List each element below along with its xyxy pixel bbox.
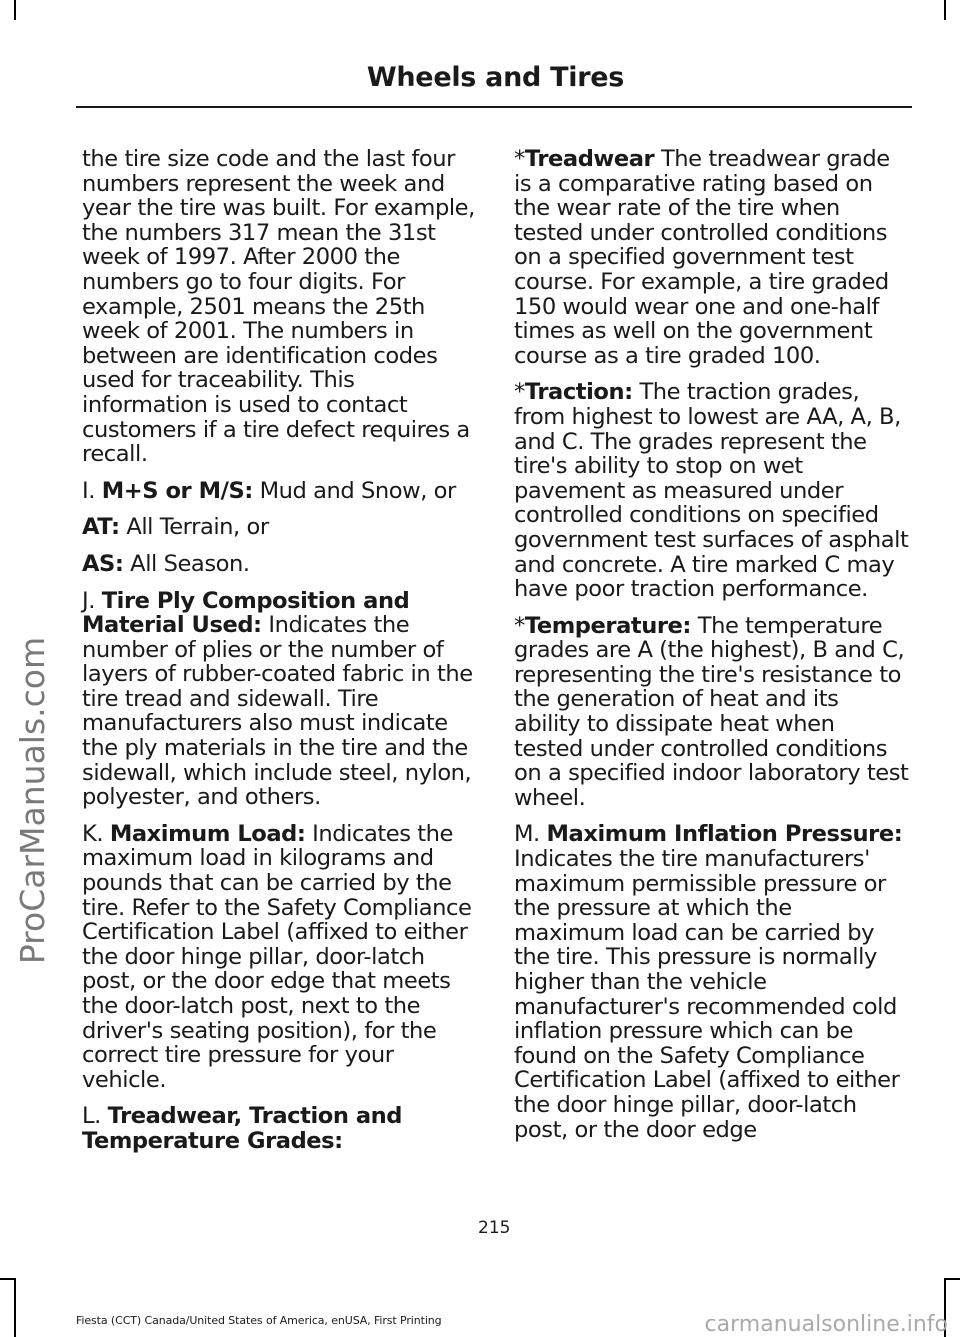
item-term: Maximum Load: (109, 820, 306, 847)
item-prefix: * (514, 146, 525, 172)
paragraph-traction (514, 380, 909, 601)
side-watermark (8, 500, 58, 1100)
footer-text: Fiesta (CCT) Canada/United States of America, enUSA, First Printing (76, 1314, 442, 1327)
item-text: The traction grades, from highest to lowest are AA, A, B, and C. The grades represent the tire's ability to stop on wet pavement as measured under controlled conditions on specified government test surfaces of asphalt and concrete. A tire marked C may have poor traction performance. (514, 379, 909, 603)
paragraph-all-terrain (82, 515, 477, 540)
item-text: Mud and Snow, or (252, 477, 456, 504)
item-text: The temperature grades are A (the highest), B and C, representing the tire's resistance to the generation of heat and its ability to dissipate heat when tested under controlled conditions on a specified indoor laboratory test wheel. (514, 612, 909, 811)
item-text: Indicates the tire manufacturers' maximum permissible pressure or the pressure at which the maximum load can be carried by the tire. This pressure is normally higher than the vehicle manufacturer's recommended cold inflation pressure which can be found on the Safety Compliance Certification Label (affixed to either the door hinge pillar, door-latch post, or the door edge (514, 846, 900, 1143)
item-term: Tire Ply Composition and Material Used: (82, 587, 410, 639)
paragraph-item-l (82, 1104, 477, 1153)
paragraph-item-j (82, 589, 477, 810)
item-text: Indicates the number of plies or the number of layers of rubber-coated fabric in the tire tread and sidewall. Tire manufacturers also must indicate the ply materials in the tire and the sidewall, which include steel, nylon, polyester, and others. (82, 612, 473, 811)
item-prefix: I. (82, 477, 102, 504)
item-prefix: K. (82, 820, 110, 847)
item-prefix: * (514, 612, 525, 639)
crop-mark-bottom-left-h (0, 1278, 16, 1280)
paragraph-item-i (82, 479, 477, 504)
page-title: Wheels and Tires (366, 62, 624, 93)
paragraph-item-m (514, 822, 909, 1142)
paragraph-all-season (82, 552, 477, 577)
paragraph-tire-date-code (82, 147, 477, 467)
item-prefix: * (514, 379, 525, 406)
left-column (82, 147, 477, 1166)
item-term: AT: (82, 514, 120, 541)
text: the tire size code and the last four numbers represent the week and year the tire was built. For example, the numbers 317 mean the 31st week of 1997. After 2000 the numbers go to four digits. For example, 2501 means the 25th week of 2001. The numbers in between are identification codes used for traceability. This information is used to contact customers if a tire defect requires a recall. (82, 146, 475, 468)
bottom-watermark: carmanualsonline.info (704, 1312, 948, 1337)
crop-mark-top-left (14, 0, 16, 20)
item-prefix: L. (82, 1103, 108, 1130)
item-prefix: M. (514, 821, 547, 848)
item-prefix: J. (82, 587, 102, 614)
header-rule (76, 106, 912, 108)
crop-mark-bottom-left-v (14, 1278, 16, 1337)
item-text: Indicates the maximum load in kilograms and pounds that can be carried by the tire. Refer to the Safety Compliance Certification Label (affixed to either the door hinge pillar, door-latch post, or the door edge that meets the door-latch post, next to the driver's seating position), for the correct tire pressure for your vehicle. (82, 820, 472, 1093)
item-term: Temperature: (524, 612, 692, 639)
page-number: 215 (478, 1218, 511, 1238)
crop-mark-bottom-right-h (944, 1278, 960, 1280)
item-text: All Season. (123, 550, 250, 577)
item-term: Traction: (524, 379, 633, 406)
right-column (514, 147, 909, 1154)
item-text: All Terrain, or (119, 514, 269, 541)
paragraph-treadwear (514, 147, 909, 368)
side-watermark-text: ProCarManuals.com (13, 636, 53, 964)
item-term: M+S or M/S: (101, 477, 253, 504)
paragraph-item-k (82, 822, 477, 1093)
crop-mark-top-right (944, 0, 946, 20)
item-term: Treadwear (524, 146, 655, 172)
item-text: The treadwear grade is a comparative rating based on the wear rate of the tire when tested under controlled conditions on a specified government test course. For example, a tire graded 150 would wear one and one-half times as well on the government course as a tire graded 100. (514, 146, 890, 369)
item-term: Maximum Inflation Pressure: (546, 821, 903, 848)
paragraph-temperature (514, 614, 909, 811)
item-term: AS: (82, 550, 124, 577)
item-term: Treadwear, Traction and Temperature Grades: (82, 1103, 403, 1154)
